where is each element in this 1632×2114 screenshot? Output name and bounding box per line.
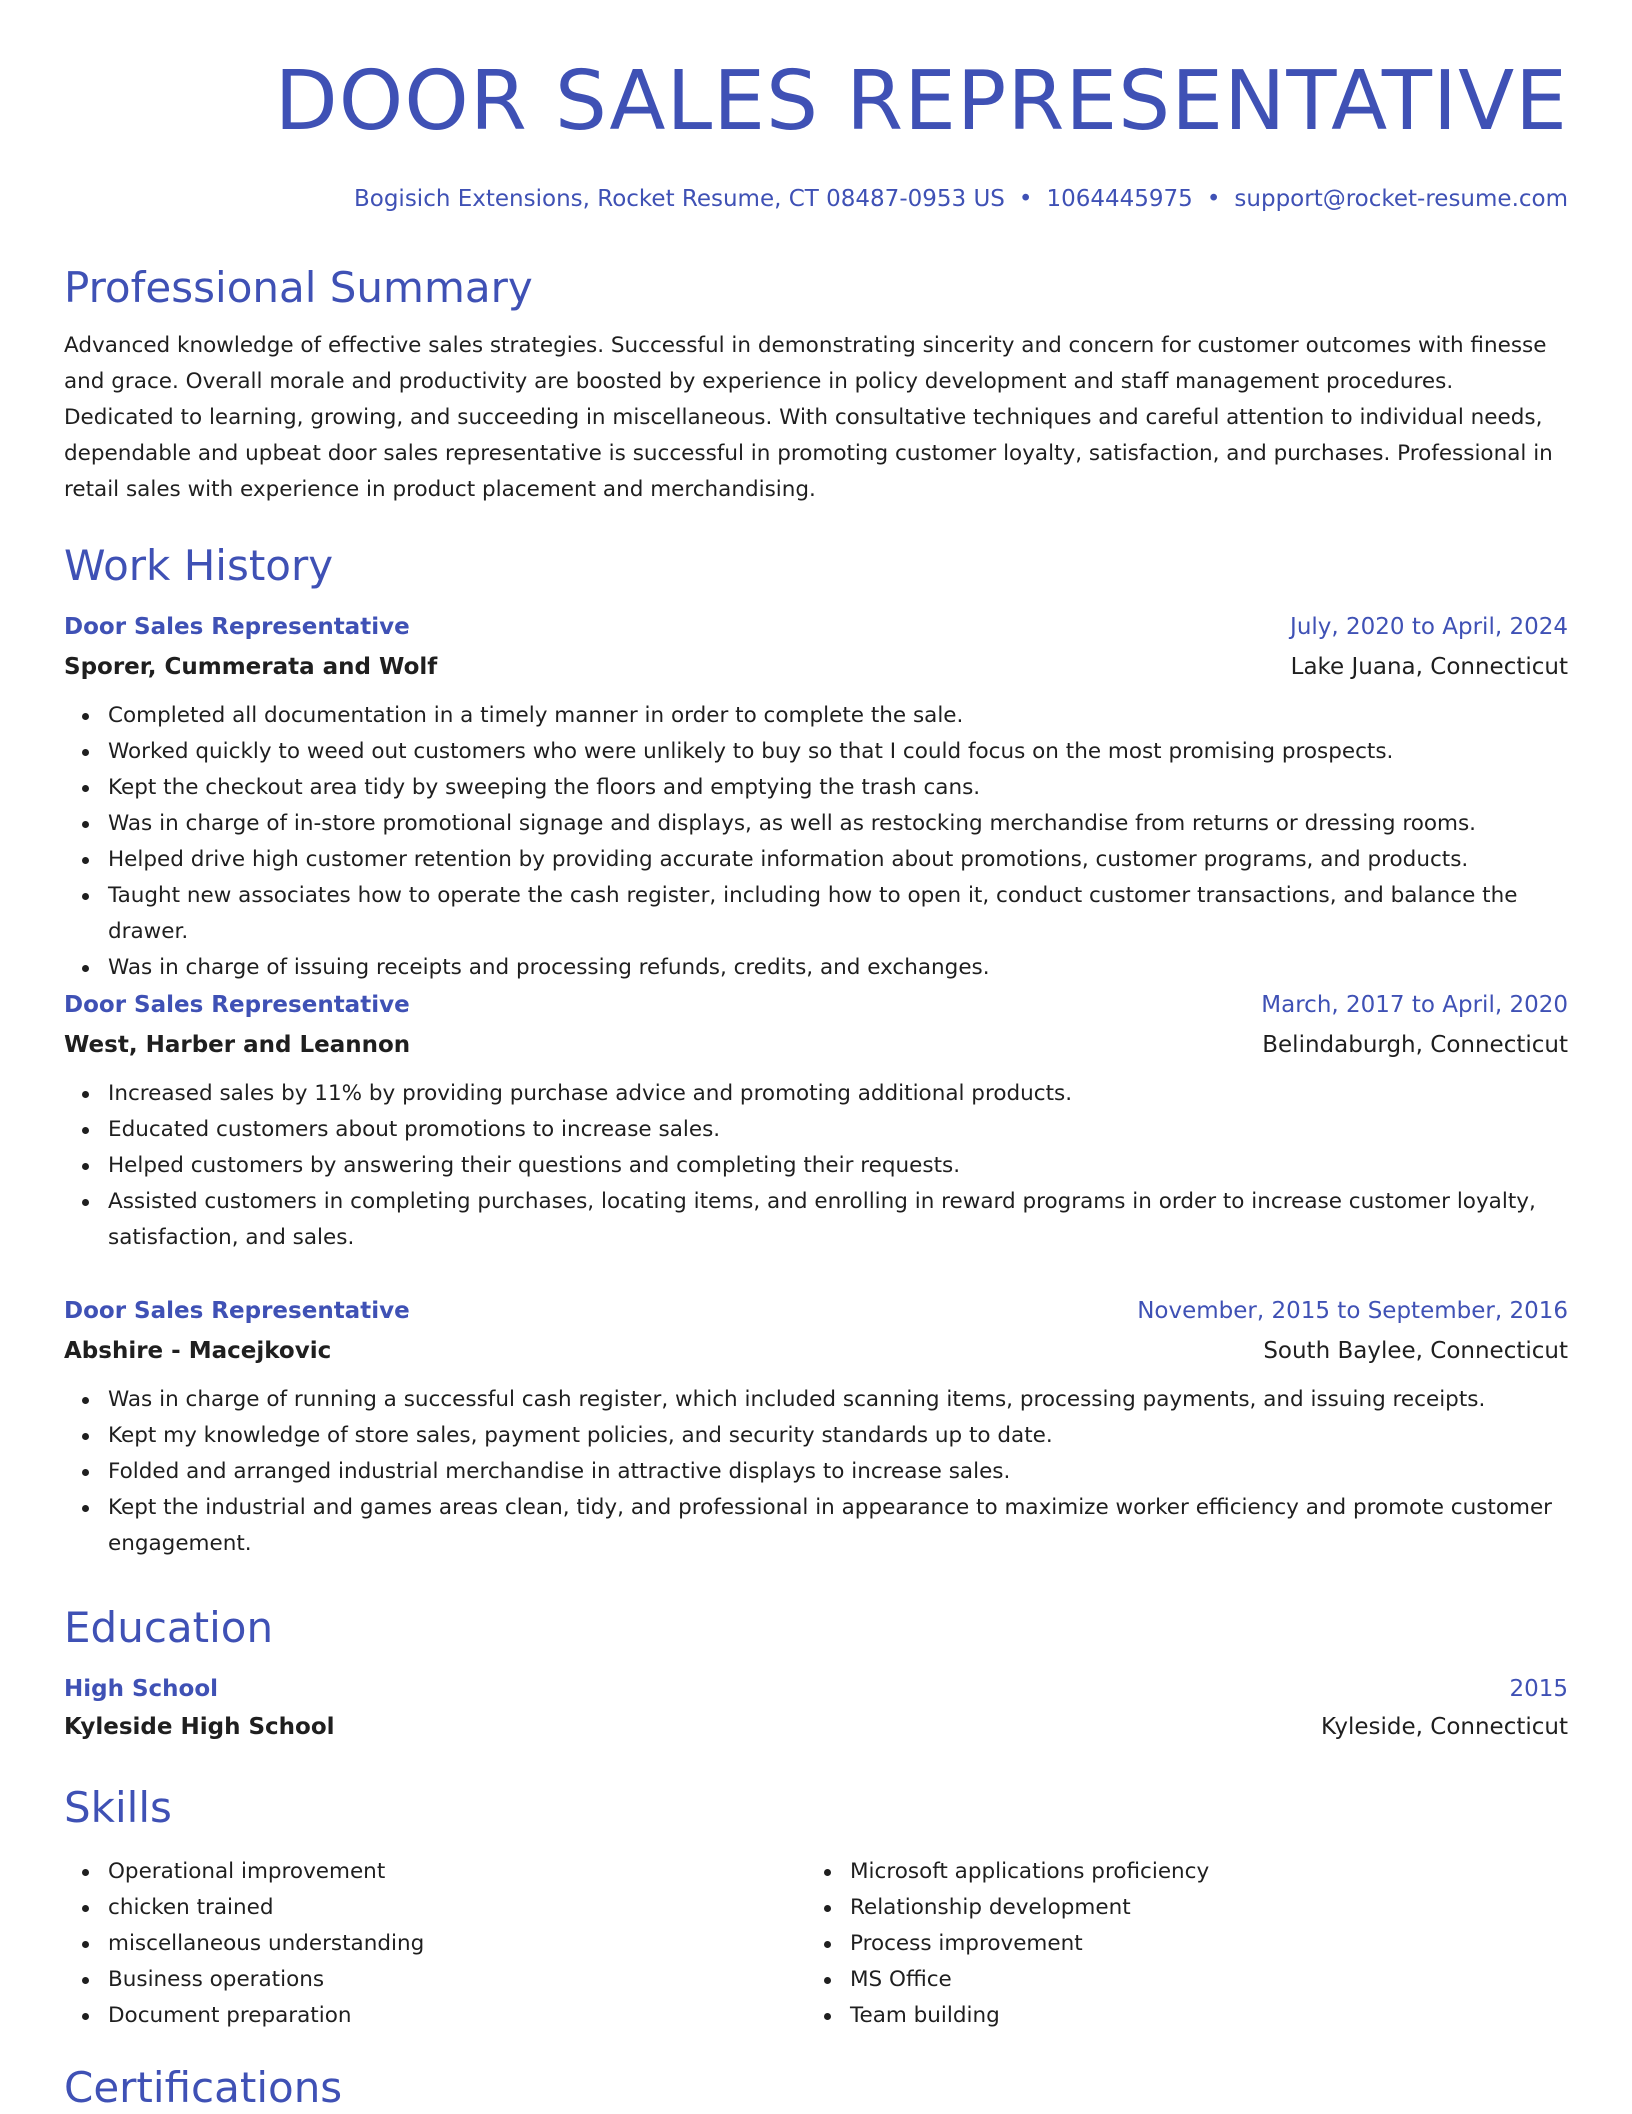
list-item: Assisted customers in completing purchases, locating items, and enrolling in reward programs in order to increase customer loyalty, satisfaction, and sales.: [108, 1184, 1568, 1256]
job-dates: November, 2015 to September, 2016: [1137, 1298, 1568, 1324]
job-bullets: [64, 1382, 1568, 1562]
contact-separator: •: [1206, 186, 1221, 212]
list-item: Educated customers about promotions to increase sales.: [108, 1112, 1568, 1148]
job-location: Belindaburgh, Connecticut: [1262, 1032, 1568, 1058]
skills-list-left: [64, 1854, 806, 2034]
list-item: Process improvement: [850, 1926, 1568, 1962]
summary-text: Advanced knowledge of effective sales strategies. Successful in demonstrating sincerity and concern for customer outcomes with finesse and grace. Overall morale and productivity are boosted by experience in policy development and staff management procedures. Dedicated to learning, growing, and succeeding in miscellaneous. With consultative techniques and careful attention to individual needs, dependable and upbeat door sales representative is successful in promoting customer loyalty, satisfaction, and purchases. Professional in retail sales with experience in product placement and merchandising.: [64, 333, 1553, 502]
job-bullets: [64, 1076, 1568, 1256]
list-item: Kept the checkout area tidy by sweeping the floors and emptying the trash cans.: [108, 770, 1568, 806]
list-item: Folded and arranged industrial merchandise in attractive displays to increase sales.: [108, 1454, 1568, 1490]
certifications-title: Certifications: [64, 2063, 343, 2112]
certifications-section: [64, 2062, 1568, 2114]
education-section: [64, 1602, 1568, 1654]
job-dates: March, 2017 to April, 2020: [1261, 992, 1568, 1018]
skills-columns: [64, 1854, 1568, 2034]
job-entry: [64, 612, 1568, 986]
resume-name: DOOR SALES REPRESENTATIVE: [274, 54, 1568, 149]
job-entry: [64, 990, 1568, 1256]
list-item: Relationship development: [850, 1890, 1568, 1926]
list-item: Kept the industrial and games areas clean, tidy, and professional in appearance to maximize worker efficiency and promote customer engagement.: [108, 1490, 1568, 1562]
list-item: Was in charge of running a successful cash register, which included scanning items, processing payments, and issuing receipts.: [108, 1382, 1568, 1418]
list-item: Helped customers by answering their questions and completing their requests.: [108, 1148, 1568, 1184]
list-item: Increased sales by 11% by providing purchase advice and promoting additional products.: [108, 1076, 1568, 1112]
contact-phone: 1064445975: [1046, 186, 1193, 212]
job-company: Sporer, Cummerata and Wolf: [64, 654, 438, 680]
job-bullets: [64, 698, 1568, 986]
job-position: Door Sales Representative: [64, 1298, 410, 1324]
education-year: 2015: [1509, 1676, 1568, 1702]
education-location: Kyleside, Connecticut: [1320, 1714, 1568, 1740]
skills-section: [64, 1782, 1568, 2034]
job-company: Abshire - Macejkovic: [64, 1338, 332, 1364]
job-location: Lake Juana, Connecticut: [1290, 654, 1568, 680]
summary-section: [64, 262, 1568, 508]
contact-address: Bogisich Extensions, Rocket Resume, CT 08487-0953 US: [353, 186, 1005, 212]
contact-email: support@rocket-resume.com: [1234, 186, 1568, 212]
job-position: Door Sales Representative: [64, 992, 410, 1018]
work-history-section: [64, 540, 1568, 592]
education-entry: [64, 1674, 1568, 1742]
list-item: Helped drive high customer retention by providing accurate information about promotions, customer programs, and products.: [108, 842, 1568, 878]
job-location: South Baylee, Connecticut: [1263, 1338, 1568, 1364]
contact-separator: •: [1018, 186, 1033, 212]
summary-title: Professional Summary: [64, 263, 533, 312]
list-item: Was in charge of in-store promotional signage and displays, as well as restocking merchandise from returns or dressing rooms.: [108, 806, 1568, 842]
list-item: Completed all documentation in a timely manner in order to complete the sale.: [108, 698, 1568, 734]
list-item: Taught new associates how to operate the cash register, including how to open it, conduct customer transactions, and balance the drawer.: [108, 878, 1568, 950]
list-item: Operational improvement: [108, 1854, 806, 1890]
education-title: Education: [64, 1603, 274, 1652]
job-company: West, Harber and Leannon: [64, 1032, 411, 1058]
skills-title: Skills: [64, 1783, 172, 1832]
list-item: Was in charge of issuing receipts and processing refunds, credits, and exchanges.: [108, 950, 1568, 986]
resume-page: [64, 0, 1568, 2112]
job-dates: July, 2020 to April, 2024: [1290, 614, 1568, 640]
list-item: Microsoft applications proficiency: [850, 1854, 1568, 1890]
education-school: Kyleside High School: [64, 1714, 335, 1740]
list-item: chicken trained: [108, 1890, 806, 1926]
list-item: Kept my knowledge of store sales, payment policies, and security standards up to date.: [108, 1418, 1568, 1454]
list-item: Team building: [850, 1998, 1568, 2034]
work-history-title: Work History: [64, 541, 334, 590]
list-item: Worked quickly to weed out customers who were unlikely to buy so that I could focus on the most promising prospects.: [108, 734, 1568, 770]
job-entry: [64, 1296, 1568, 1562]
list-item: MS Office: [850, 1962, 1568, 1998]
list-item: Business operations: [108, 1962, 806, 1998]
job-position: Door Sales Representative: [64, 614, 410, 640]
education-degree: High School: [64, 1676, 219, 1702]
contact-line: [354, 184, 1568, 214]
list-item: Document preparation: [108, 1998, 806, 2034]
skills-list-right: [806, 1854, 1568, 2034]
list-item: miscellaneous understanding: [108, 1926, 806, 1962]
